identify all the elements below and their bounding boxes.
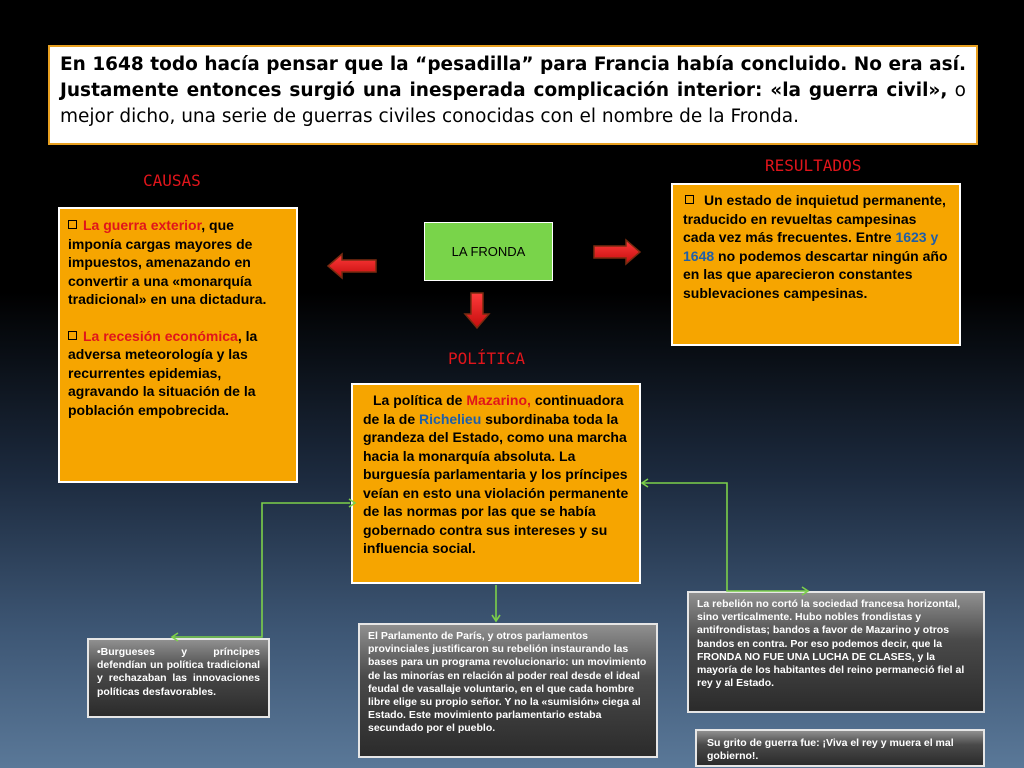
resultados-text-2: no podemos descartar ningún año en las que aparecieron constantes sublevaciones campesinas.: [683, 247, 948, 301]
politica-text-1: La política de: [373, 392, 467, 408]
rebelion-text: La rebelión no cortó la sociedad francesa horizontal, sino verticalmente. Hubo nobles frondistas y antifrondistas; bandos a favor de Mazarino y otros bandos en contra. Por eso podemos decir, que la FRONDA NO FUE UNA LUCHA DE CLASES, y la mayoría de los habitantes del reino permaneció fiel al rey y al Estado.: [697, 598, 965, 690]
arrow-left-icon: [328, 254, 376, 278]
politica-text-3: subordinaba toda la grandeza del Estado, como una marcha hacia la monarquía absoluta. La burguesía parlamentaria y los príncipes veían en esto una violación permanente de las normas por las que se había gobernado contra sus intereses y su influencia social.: [363, 410, 629, 556]
burgueses-text: •Burgueses y príncipes defendían un política tradicional y rechazaban las innovaciones políticas desfavorables.: [97, 646, 260, 698]
grito-text: Su grito de guerra fue: ¡Viva el rey y muera el mal gobierno!.: [707, 737, 954, 763]
la-fronda-label: LA FRONDA: [451, 244, 526, 259]
resultados-text-1: Un estado de inquietud permanente, traducido en revueltas campesinas cada vez más frecuentes. Entre: [683, 192, 946, 245]
politica-text-2: continuadora de la de: [363, 392, 624, 427]
arrow-down-icon: [465, 293, 489, 328]
politica-mazarino: Mazarino,: [466, 392, 531, 408]
heading-politica: POLÍTICA: [448, 349, 526, 368]
causas-item-1-highlight: La guerra exterior: [83, 217, 202, 233]
heading-resultados: RESULTADOS: [765, 156, 862, 175]
connector-burgueses: [172, 503, 350, 637]
resultados-years: 1623 y 1648: [683, 229, 939, 264]
politica-richelieu: Richelieu: [419, 410, 482, 427]
parlamento-text: El Parlamento de París, y otros parlamentos provinciales justificaron su rebelión instaurando las bases para un programa revolucionario: un movimiento de las minorías en relación al poder real desde el ideal feudal de vasallaje voluntario, en el que cada hombre libre elige su propio señor. Y no la «sumisión» ciega al Estado. Este movimiento parlamentario estaba secundado por el pueblo.: [368, 630, 647, 735]
intro-bold-text: En 1648 todo hacía pensar que la “pesadilla” para Francia había concluido. No era así. Justamente entonces surgió una inesperada complicación interior: «la guerra civil»,: [60, 54, 966, 101]
causas-item-1-text: , que imponía cargas mayores de impuestos, amenazando en convertir a una «monarquía tradicional» en una dictadura.: [68, 217, 267, 307]
causas-item-2-text: , la adversa meteorología y las recurrentes epidemias, agravando la situación de la población empobrecida.: [68, 327, 258, 418]
heading-causas: CAUSAS: [143, 171, 201, 190]
arrow-right-icon: [594, 240, 640, 264]
connector-rebelion: [642, 483, 808, 591]
causas-item-2-highlight: La recesión económica: [83, 327, 238, 344]
intro-regular-text: o mejor dicho, una serie de guerras civiles conocidas con el nombre de la Fronda.: [60, 80, 966, 127]
